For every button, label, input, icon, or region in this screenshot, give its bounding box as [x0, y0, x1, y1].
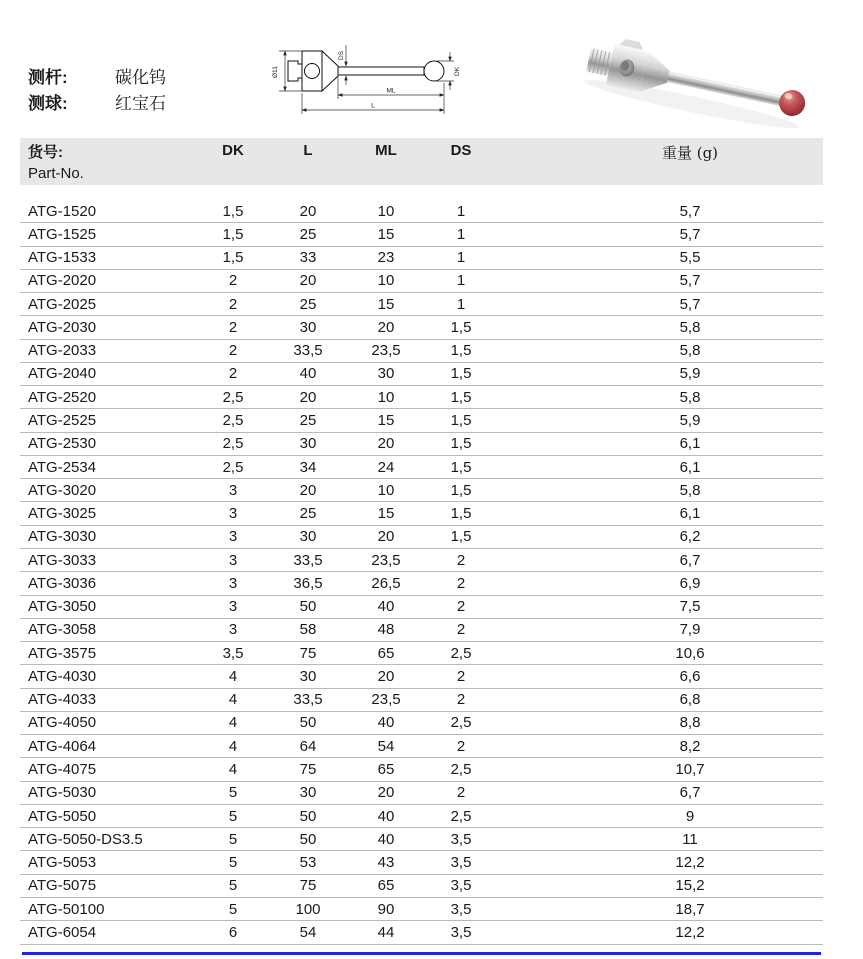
weight-cell: 5,9 [679, 365, 701, 383]
l-cell: 33,5 [293, 551, 323, 569]
l-cell: 75 [299, 644, 317, 662]
table-row [20, 898, 823, 921]
ml-cell: 10 [377, 272, 395, 290]
table-row [20, 851, 823, 874]
part-no-cell: ATG-1525 [28, 225, 97, 243]
dk-cell: 5 [228, 784, 238, 802]
ml-cell: 15 [377, 412, 395, 430]
ds-cell: 3,5 [450, 877, 472, 895]
weight-cell: 6,2 [679, 528, 701, 546]
part-no-cell: ATG-1533 [28, 249, 97, 267]
weight-cell: 8,2 [679, 737, 701, 755]
part-no-cell: ATG-4075 [28, 761, 97, 778]
material-specs [28, 62, 166, 114]
part-no-header [20, 138, 193, 185]
ml-cell: 20 [377, 435, 395, 453]
l-cell: 30 [299, 784, 317, 802]
ds-cell: 1 [456, 295, 466, 313]
table-row [20, 782, 823, 805]
l-cell: 20 [299, 481, 317, 499]
ds-cell: 3,5 [450, 854, 472, 872]
l-cell: 30 [299, 528, 317, 546]
table-row [20, 921, 823, 944]
shaft-value: 碳化钨 [115, 67, 166, 88]
ds-cell: 2 [456, 551, 466, 569]
ml-cell: 20 [377, 318, 395, 336]
l-cell: 64 [299, 737, 317, 755]
bottom-rule [22, 952, 821, 955]
l-cell: 33 [299, 249, 317, 267]
ml-cell: 26,5 [371, 574, 401, 592]
dk-cell: 4 [228, 691, 238, 709]
table-row [20, 502, 823, 525]
ml-cell: 20 [377, 528, 395, 546]
ds-cell: 1 [456, 272, 466, 290]
part-no-cell: ATG-2534 [28, 458, 97, 476]
table-row [20, 735, 823, 758]
part-no-cell: ATG-5053 [28, 854, 97, 872]
table-row [20, 689, 823, 712]
table-row [20, 340, 823, 363]
dk-cell: 3 [228, 551, 238, 569]
ml-cell: 20 [377, 667, 395, 685]
spec-row-ball [28, 88, 166, 114]
thread-knob-outline [288, 61, 302, 81]
l-cell: 30 [299, 435, 317, 453]
dk-cell: 3,5 [222, 644, 244, 662]
l-dim-label: L [371, 102, 375, 110]
table-row [20, 270, 823, 293]
l-cell: 25 [299, 225, 317, 243]
weight-cell: 10,6 [675, 644, 705, 662]
dk-cell: 2 [228, 318, 238, 336]
ds-cell: 3,5 [450, 923, 472, 941]
weight-cell: 9 [685, 807, 695, 825]
l-cell: 30 [299, 318, 317, 336]
ds-cell: 2 [456, 691, 466, 709]
table-row [20, 596, 823, 619]
ds-cell: 1 [456, 202, 466, 220]
l-cell: 50 [299, 830, 317, 848]
dk-cell: 4 [228, 737, 238, 755]
weight-cell: 8,8 [679, 714, 701, 732]
part-no-cell: ATG-2040 [28, 365, 97, 383]
part-no-cell: ATG-2525 [28, 412, 97, 430]
part-no-cell: ATG-2030 [28, 318, 97, 336]
dk-cell: 3 [228, 598, 238, 616]
weight-cell: 7,5 [679, 598, 701, 616]
ds-cell: 2,5 [450, 644, 472, 662]
part-no-cell: ATG-3025 [28, 505, 97, 523]
table-row [20, 875, 823, 898]
ml-cell: 65 [377, 644, 395, 662]
dk-cell: 6 [228, 923, 238, 941]
ds-cell: 1,5 [450, 388, 472, 406]
weight-cell: 6,7 [679, 784, 701, 802]
ml-cell: 23,5 [371, 691, 401, 709]
l-cell: 20 [299, 388, 317, 406]
ball-value: 红宝石 [115, 93, 166, 114]
weight-cell: 5,7 [679, 202, 701, 220]
ds-cell: 1,5 [450, 365, 472, 383]
dk-dim-label: DK [454, 66, 461, 76]
ml-cell: 10 [377, 481, 395, 499]
ml-cell: 54 [377, 737, 395, 755]
ml-cell: 40 [377, 830, 395, 848]
l-cell: 100 [295, 900, 321, 918]
ds-dim-label: DS [338, 50, 345, 60]
weight-cell: 6,8 [679, 691, 701, 709]
shaft-label: 测杆: [28, 67, 68, 87]
part-no-cell: ATG-5075 [28, 877, 97, 895]
ds-cell: 2 [456, 667, 466, 685]
l-cell: 50 [299, 598, 317, 616]
ball-label: 测球: [28, 93, 68, 113]
part-no-cell: ATG-2520 [28, 388, 97, 406]
ml-dim-label: ML [386, 87, 396, 95]
weight-cell: 7,9 [679, 621, 701, 639]
ml-cell: 20 [377, 784, 395, 802]
weight-cell: 5,8 [679, 318, 701, 336]
part-no-header-en: Part-No. [28, 165, 84, 182]
dk-cell: 2,5 [222, 412, 244, 430]
part-no-cell: ATG-3036 [28, 574, 97, 592]
dk-header: DK [222, 142, 244, 159]
weight-header: 重量 (g) [661, 144, 719, 162]
dk-cell: 2 [228, 342, 238, 360]
dk-cell: 2,5 [222, 388, 244, 406]
ds-cell: 1,5 [450, 505, 472, 523]
weight-cell: 12,2 [675, 854, 705, 872]
table-row [20, 200, 823, 223]
ds-cell: 1,5 [450, 318, 472, 336]
l-cell: 58 [299, 621, 317, 639]
ds-cell: 2 [456, 574, 466, 592]
part-no-cell: ATG-6054 [28, 923, 97, 941]
part-no-cell: ATG-2025 [28, 295, 97, 313]
table-row [20, 386, 823, 409]
table-row [20, 642, 823, 665]
table-row [20, 479, 823, 502]
weight-cell: 5,8 [679, 342, 701, 360]
l-header: L [303, 142, 313, 159]
part-no-header-zh: 货号: [28, 144, 63, 161]
part-no-cell: ATG-4050 [28, 714, 97, 732]
l-cell: 75 [299, 877, 317, 895]
ds-cell: 3,5 [450, 830, 472, 848]
part-no-cell: ATG-5030 [28, 784, 97, 802]
ml-cell: 15 [377, 505, 395, 523]
weight-cell: 18,7 [675, 900, 705, 918]
ds-cell: 2,5 [450, 714, 472, 732]
l-cell: 30 [299, 667, 317, 685]
l-cell: 20 [299, 272, 317, 290]
weight-cell: 11 [682, 830, 698, 848]
weight-cell: 6,1 [679, 505, 701, 523]
table-row [20, 433, 823, 456]
part-no-cell: ATG-3030 [28, 528, 97, 546]
dk-cell: 2 [228, 295, 238, 313]
table-row [20, 712, 823, 735]
weight-cell: 12,2 [675, 923, 705, 941]
ml-cell: 10 [377, 202, 395, 220]
ds-cell: 2 [456, 598, 466, 616]
weight-cell: 5,9 [679, 412, 701, 430]
table-row [20, 619, 823, 642]
l-cell: 25 [299, 505, 317, 523]
weight-cell: 6,9 [679, 574, 701, 592]
ml-cell: 40 [377, 714, 395, 732]
part-no-cell: ATG-5050-DS3.5 [28, 830, 143, 848]
table-body [20, 200, 823, 945]
ds-cell: 1,5 [450, 412, 472, 430]
ml-cell: 10 [377, 388, 395, 406]
ml-cell: 23,5 [371, 551, 401, 569]
ds-cell: 1,5 [450, 342, 472, 360]
table-row [20, 549, 823, 572]
weight-cell: 6,7 [679, 551, 701, 569]
dk-cell: 4 [228, 667, 238, 685]
ml-cell: 15 [377, 225, 395, 243]
weight-cell: 5,7 [679, 225, 701, 243]
ml-cell: 90 [377, 900, 395, 918]
ds-cell: 1 [456, 249, 466, 267]
part-no-cell: ATG-3020 [28, 481, 97, 499]
part-no-cell: ATG-1520 [28, 202, 97, 220]
ml-cell: 48 [377, 621, 395, 639]
l-cell: 25 [299, 412, 317, 430]
l-cell: 33,5 [293, 342, 323, 360]
dk-cell: 5 [228, 830, 238, 848]
ml-cell: 40 [377, 807, 395, 825]
table-row [20, 665, 823, 688]
table-row [20, 247, 823, 270]
l-cell: 40 [299, 365, 317, 383]
ds-cell: 2 [456, 737, 466, 755]
shaft-outline [338, 67, 424, 75]
table-row [20, 456, 823, 479]
table-row [20, 526, 823, 549]
ml-cell: 65 [377, 877, 395, 895]
ml-cell: 30 [377, 365, 395, 383]
ds-cell: 1,5 [450, 528, 472, 546]
ball-outline [424, 61, 444, 81]
dk-cell: 3 [228, 574, 238, 592]
l-cell: 33,5 [293, 691, 323, 709]
l-cell: 36,5 [293, 574, 323, 592]
stylus-product-photo [578, 36, 860, 138]
dk-cell: 2 [228, 272, 238, 290]
l-cell: 20 [299, 202, 317, 220]
ds-cell: 1 [456, 225, 466, 243]
dk-cell: 5 [228, 854, 238, 872]
dk-cell: 3 [228, 621, 238, 639]
weight-cell: 5,5 [679, 249, 701, 267]
ml-cell: 44 [377, 923, 395, 941]
dk-cell: 3 [228, 505, 238, 523]
l-cell: 54 [299, 923, 317, 941]
ds-header: DS [450, 142, 472, 159]
weight-cell: 5,7 [679, 295, 701, 313]
dk-cell: 2,5 [222, 435, 244, 453]
ds-cell: 1,5 [450, 458, 472, 476]
table-row [20, 758, 823, 781]
table-row [20, 293, 823, 316]
part-no-cell: ATG-4030 [28, 667, 97, 685]
ml-cell: 43 [377, 854, 395, 872]
weight-cell: 10,7 [675, 761, 705, 778]
part-no-cell: ATG-3033 [28, 551, 97, 569]
ruby-ball [777, 88, 808, 119]
dk-cell: 2,5 [222, 458, 244, 476]
dk-cell: 5 [228, 877, 238, 895]
l-cell: 50 [299, 714, 317, 732]
stylus-dimension-drawing [262, 44, 462, 118]
dk-cell: 1,5 [222, 202, 244, 220]
weight-cell: 15,2 [675, 877, 705, 895]
table-row [20, 828, 823, 851]
table-row [20, 316, 823, 339]
part-no-cell: ATG-2033 [28, 342, 97, 360]
l-cell: 50 [299, 807, 317, 825]
part-no-cell: ATG-3575 [28, 644, 97, 662]
l-cell: 53 [299, 854, 317, 872]
l-cell: 34 [299, 458, 317, 476]
table-row [20, 223, 823, 246]
ds-cell: 2 [456, 784, 466, 802]
table-row [20, 572, 823, 595]
l-cell: 25 [299, 295, 317, 313]
ml-cell: 23 [377, 249, 395, 267]
part-no-cell: ATG-4064 [28, 737, 97, 755]
part-no-cell: ATG-2530 [28, 435, 97, 453]
weight-cell: 5,8 [679, 481, 701, 499]
ds-cell: 2 [456, 621, 466, 639]
dk-cell: 3 [228, 528, 238, 546]
spec-row-shaft [28, 62, 166, 88]
l-cell: 75 [299, 761, 317, 778]
ds-cell: 2,5 [450, 761, 472, 778]
weight-cell: 6,6 [679, 667, 701, 685]
part-no-cell: ATG-50100 [28, 900, 105, 918]
ml-cell: 40 [377, 598, 395, 616]
part-no-cell: ATG-4033 [28, 691, 97, 709]
ml-cell: 65 [377, 761, 395, 778]
part-no-cell: ATG-3050 [28, 598, 97, 616]
ds-cell: 2,5 [450, 807, 472, 825]
table-row [20, 409, 823, 432]
ml-header: ML [375, 142, 397, 159]
clamp-hole-outline [305, 64, 320, 79]
dk-cell: 3 [228, 481, 238, 499]
dk-cell: 1,5 [222, 225, 244, 243]
weight-cell: 5,7 [679, 272, 701, 290]
weight-cell: 6,1 [679, 458, 701, 476]
dk-cell: 5 [228, 900, 238, 918]
cone-outline [322, 51, 338, 91]
ds-cell: 3,5 [450, 900, 472, 918]
dk-cell: 4 [228, 761, 238, 778]
dk-cell: 5 [228, 807, 238, 825]
table-row [20, 363, 823, 386]
part-no-cell: ATG-3058 [28, 621, 97, 639]
weight-cell: 6,1 [679, 435, 701, 453]
bore-dim-label: Ø11 [272, 66, 279, 78]
dk-cell: 4 [228, 714, 238, 732]
ml-cell: 23,5 [371, 342, 401, 360]
table-header [20, 138, 823, 185]
part-no-cell: ATG-2020 [28, 272, 97, 290]
table-row [20, 805, 823, 828]
weight-cell: 5,8 [679, 388, 701, 406]
ml-cell: 15 [377, 295, 395, 313]
ds-cell: 1,5 [450, 481, 472, 499]
ds-cell: 1,5 [450, 435, 472, 453]
ml-cell: 24 [377, 458, 395, 476]
part-no-cell: ATG-5050 [28, 807, 97, 825]
dk-cell: 2 [228, 365, 238, 383]
dk-cell: 1,5 [222, 249, 244, 267]
